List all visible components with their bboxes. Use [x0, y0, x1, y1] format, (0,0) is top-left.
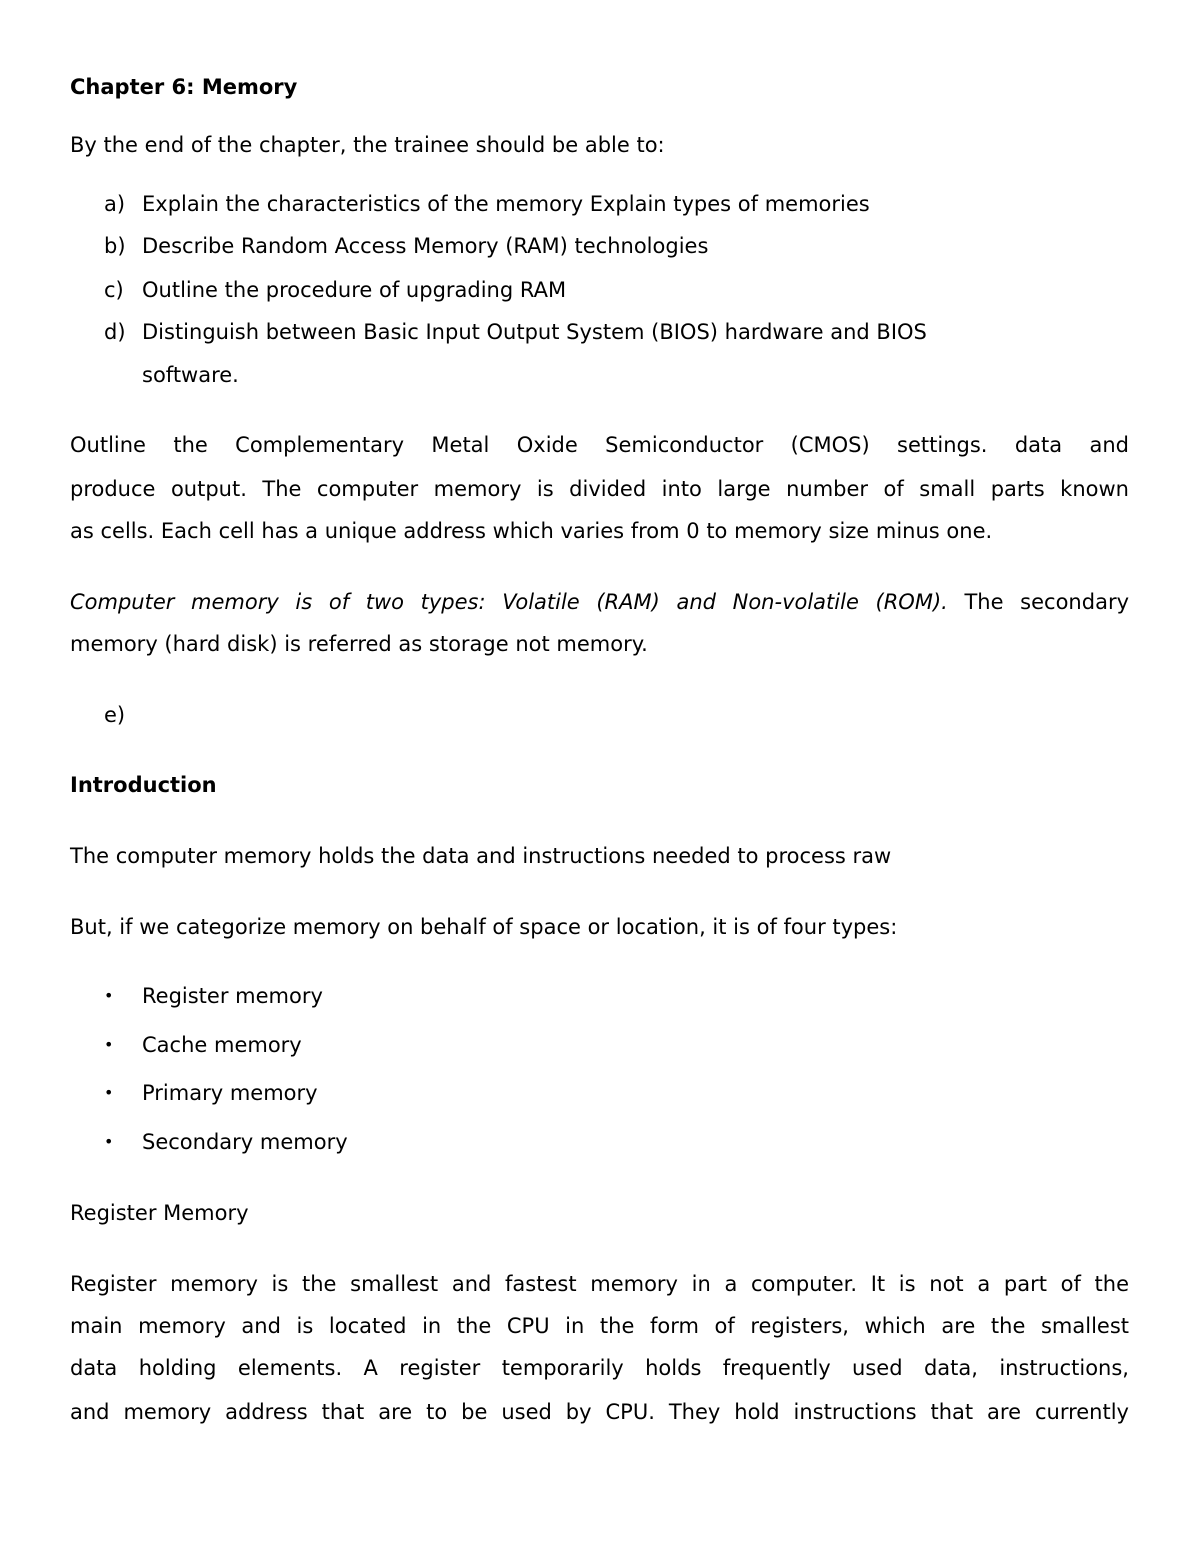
memory-types-paragraph-line: [70, 587, 1129, 617]
memory-type-item: [104, 1030, 302, 1060]
objective-item-d-continuation: software.: [142, 363, 239, 387]
objective-marker: b): [104, 234, 126, 258]
objective-text: Describe Random Access Memory (RAM) technologies: [142, 234, 709, 258]
bullet-icon: •: [104, 1083, 114, 1102]
register-paragraph-line: Register memory is the smallest and fastest memory in a computer. It is not a part of the: [70, 1272, 1129, 1296]
objective-item-d: [104, 317, 927, 347]
memory-type-item: [104, 981, 323, 1011]
objective-text: Distinguish between Basic Input Output System (BIOS) hardware and BIOS: [142, 320, 927, 344]
objective-marker: d): [104, 320, 126, 344]
intro-sentence: The computer memory holds the data and instructions needed to process raw: [70, 844, 892, 868]
memory-type-label: Register memory: [142, 984, 323, 1008]
memory-type-label: Cache memory: [142, 1033, 302, 1057]
memory-type-label: Secondary memory: [142, 1130, 348, 1154]
register-paragraph-line: data holding elements. A register temporarily holds frequently used data, instructions,: [70, 1356, 1129, 1380]
memory-types-rest: The secondary: [947, 590, 1130, 614]
objective-item-e: [104, 700, 142, 730]
bullet-icon: •: [104, 986, 114, 1005]
memory-type-item: [104, 1078, 318, 1108]
memory-type-label: Primary memory: [142, 1081, 318, 1105]
memory-types-paragraph-line: memory (hard disk) is referred as storage not memory.: [70, 632, 648, 656]
register-memory-heading: Register Memory: [70, 1201, 249, 1225]
objective-marker: c): [104, 278, 124, 302]
outline-paragraph-line: as cells. Each cell has a unique address which varies from 0 to memory size minus one.: [70, 519, 993, 543]
objective-item-a: [104, 189, 870, 219]
register-paragraph-line: and memory address that are to be used by CPU. They hold instructions that are currently: [70, 1400, 1129, 1424]
objective-text: Outline the procedure of upgrading RAM: [142, 278, 567, 302]
chapter-title: Chapter 6: Memory: [70, 75, 298, 99]
outline-paragraph-line: produce output. The computer memory is divided into large number of small parts known: [70, 477, 1129, 501]
bullet-icon: •: [104, 1035, 114, 1054]
bullet-icon: •: [104, 1132, 114, 1151]
objective-item-c: [104, 275, 566, 305]
objective-item-b: [104, 231, 708, 261]
objective-marker: e): [104, 703, 126, 727]
outline-paragraph-line: Outline the Complementary Metal Oxide Semiconductor (CMOS) settings. data and: [70, 433, 1129, 457]
memory-types-italic: Computer memory is of two types: Volatile (RAM) and Non-volatile (ROM).: [70, 590, 948, 614]
introduction-heading: Introduction: [70, 773, 217, 797]
memory-type-item: [104, 1127, 348, 1157]
objectives-intro: By the end of the chapter, the trainee should be able to:: [70, 133, 665, 157]
objective-marker: a): [104, 192, 126, 216]
categorize-sentence: But, if we categorize memory on behalf of space or location, it is of four types:: [70, 915, 898, 939]
objective-text: Explain the characteristics of the memory Explain types of memories: [142, 192, 870, 216]
register-paragraph-line: main memory and is located in the CPU in the form of registers, which are the smallest: [70, 1314, 1129, 1338]
